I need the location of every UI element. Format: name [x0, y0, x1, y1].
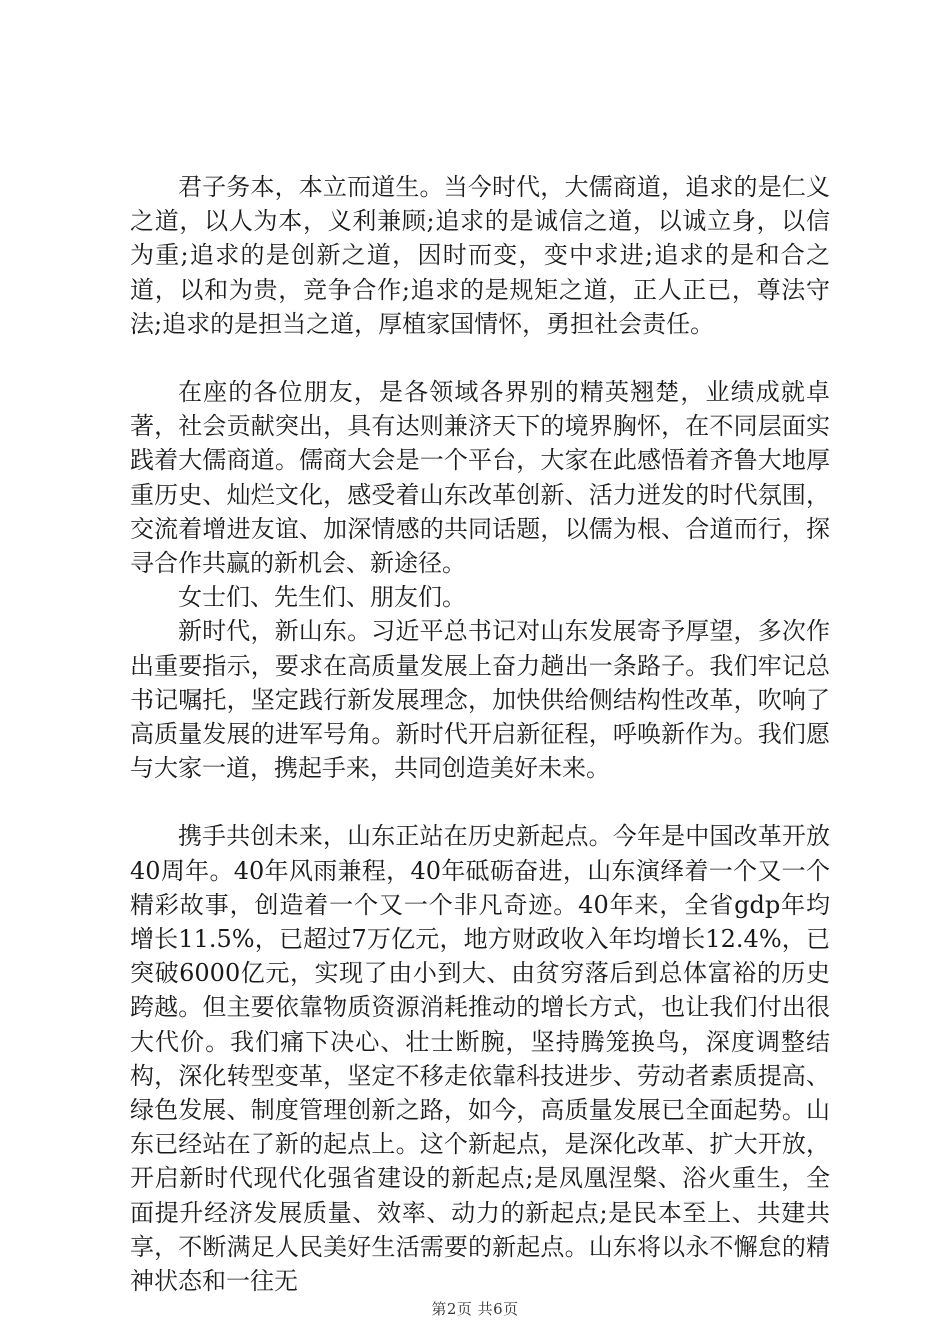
paragraph: 新时代，新山东。习近平总书记对山东发展寄予厚望，多次作出重要指示，要求在高质量发展上奋力趟出一条路子。我们牢记总书记嘱托，坚定践行新发展理念，加快供给侧结构性改革，吹响了高质量发展的进军号角。新时代开启新征程，呼唤新作为。我们愿与大家一道，携起手来，共同创造美好未来。: [130, 617, 830, 783]
paragraph: 在座的各位朋友，是各领域各界别的精英翘楚，业绩成就卓著，社会贡献突出，具有达则兼济天下的境界胸怀，在不同层面实践着大儒商道。儒商大会是一个平台，大家在此感悟着齐鲁大地厚重历史、灿烂文化，感受着山东改革创新、活力迸发的时代氛围，交流着增进友谊、加深情感的共同话题，以儒为根、合道而行，探寻合作共赢的新机会、新途径。: [130, 378, 830, 578]
paragraph: 君子务本，本立而道生。当今时代，大儒商道，追求的是仁义之道，以人为本，义利兼顾;追求的是诚信之道，以诚立身，以信为重;追求的是创新之道，因时而变，变中求进;追求的是和合之道，以和为贵，竞争合作;追求的是规矩之道，正人正已，尊法守法;追求的是担当之道，厚植家国情怀，勇担社会责任。: [130, 173, 830, 338]
document-body: [130, 170, 830, 1298]
paragraph: 携手共创未来，山东正站在历史新起点。今年是中国改革开放40周年。40年风雨兼程，40年砥砺奋进，山东演绎着一个又一个精彩故事，创造着一个又一个非凡奇迹。40年来，全省gdp年均增长11.5%，已超过7万亿元，地方财政收入年均增长12.4%，已突破6000亿元，实现了由小到大、由贫穷落后到总体富裕的历史跨越。但主要依靠物质资源消耗推动的增长方式，也让我们付出很大代价。我们痛下决心、壮士断腕，坚持腾笼换鸟，深度调整结构，深化转型变革，坚定不移走依靠科技进步、劳动者素质提高、绿色发展、制度管理创新之路，如今，高质量发展已全面起势。山东已经站在了新的起点上。这个新起点，是深化改革、扩大开放，开启新时代现代化强省建设的新起点;是凤凰涅槃、浴火重生，全面提升经济发展质量、效率、动力的新起点;是民本至上、共建共享，不断满足人民美好生活需要的新起点。山东将以永不懈怠的精神状态和一往无: [130, 822, 830, 1296]
paragraph-spacer: [130, 785, 830, 819]
paragraph: 女士们、先生们、朋友们。: [178, 583, 466, 612]
paragraph-spacer: [130, 341, 830, 375]
page-footer: 第2页 共6页: [431, 1300, 519, 1318]
